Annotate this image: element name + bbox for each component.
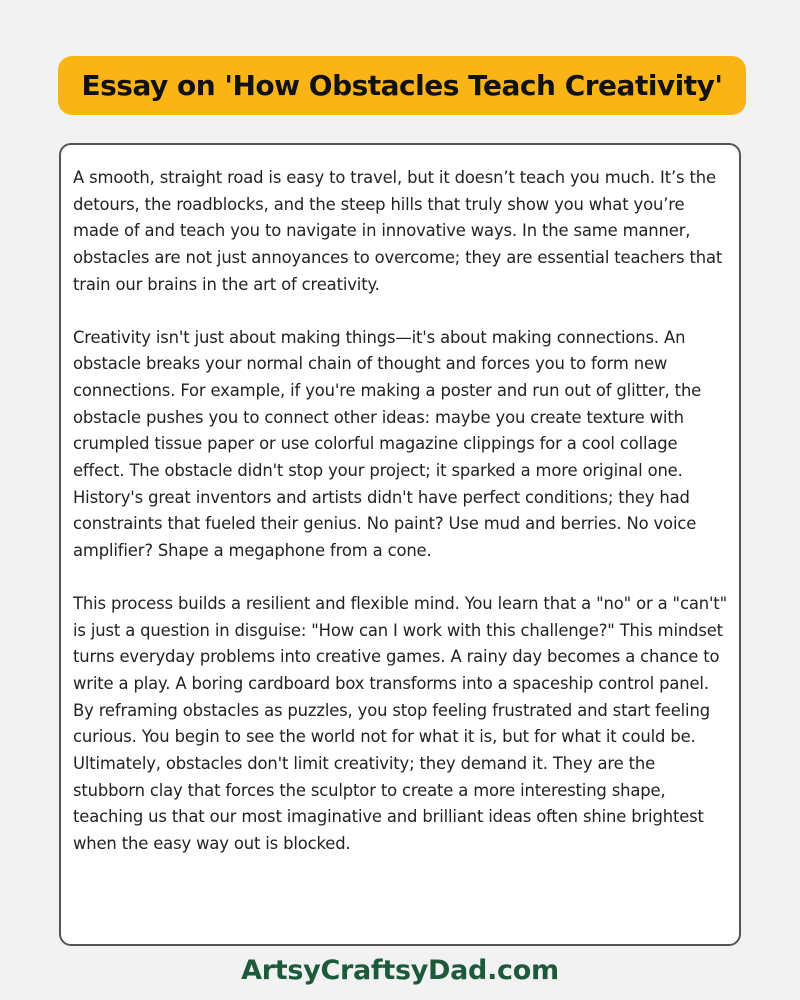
essay-paragraph-2: Creativity isn't just about making things—it's about making connections. An obstacle breaks your normal chain of thought and forces you to form new connections. For example, if you're making a poster and run out of glitter, the obstacle pushes you to connect other ideas: maybe you create texture with crumpled tissue paper or use colorful magazine clippings for a cool collage effect. The obstacle didn't stop your project; it sparked a more original one. History's great inventors and artists didn't have perfect conditions; they had constraints that fueled their genius. No paint? Use mud and berries. No voice amplifier? Shape a megaphone from a cone. bbox=[73, 327, 702, 561]
footer-brand: ArtsyCraftsyDad.com bbox=[241, 955, 559, 986]
essay-paragraph-3: This process builds a resilient and flexible mind. You learn that a "no" or a "can't" is just a question in disguise: "How can I work with this challenge?" This mindset turns everyday problems into creative games. A rainy day becomes a chance to write a play. A boring cardboard box transforms into a spaceship control panel. By reframing obstacles as puzzles, you stop feeling frustrated and start feeling curious. You begin to see the world not for what it is, but for what it could be. Ultimately, obstacles don't limit creativity; they demand it. They are the stubborn clay that forces the sculptor to create a more interesting shape, teaching us that our most imaginative and brilliant ideas often shine brightest when the easy way out is blocked. bbox=[73, 593, 727, 854]
page-title: Essay on 'How Obstacles Teach Creativity' bbox=[81, 69, 723, 102]
essay-paragraph-1: A smooth, straight road is easy to travel, but it doesn’t teach you much. It’s the detours, the roadblocks, and the steep hills that truly show you what you’re made of and teach you to navigate in innovative ways. In the same manner, obstacles are not just annoyances to overcome; they are essential teachers that train our brains in the art of creativity. bbox=[73, 168, 723, 294]
essay-card bbox=[59, 143, 741, 946]
title-banner bbox=[58, 56, 746, 115]
